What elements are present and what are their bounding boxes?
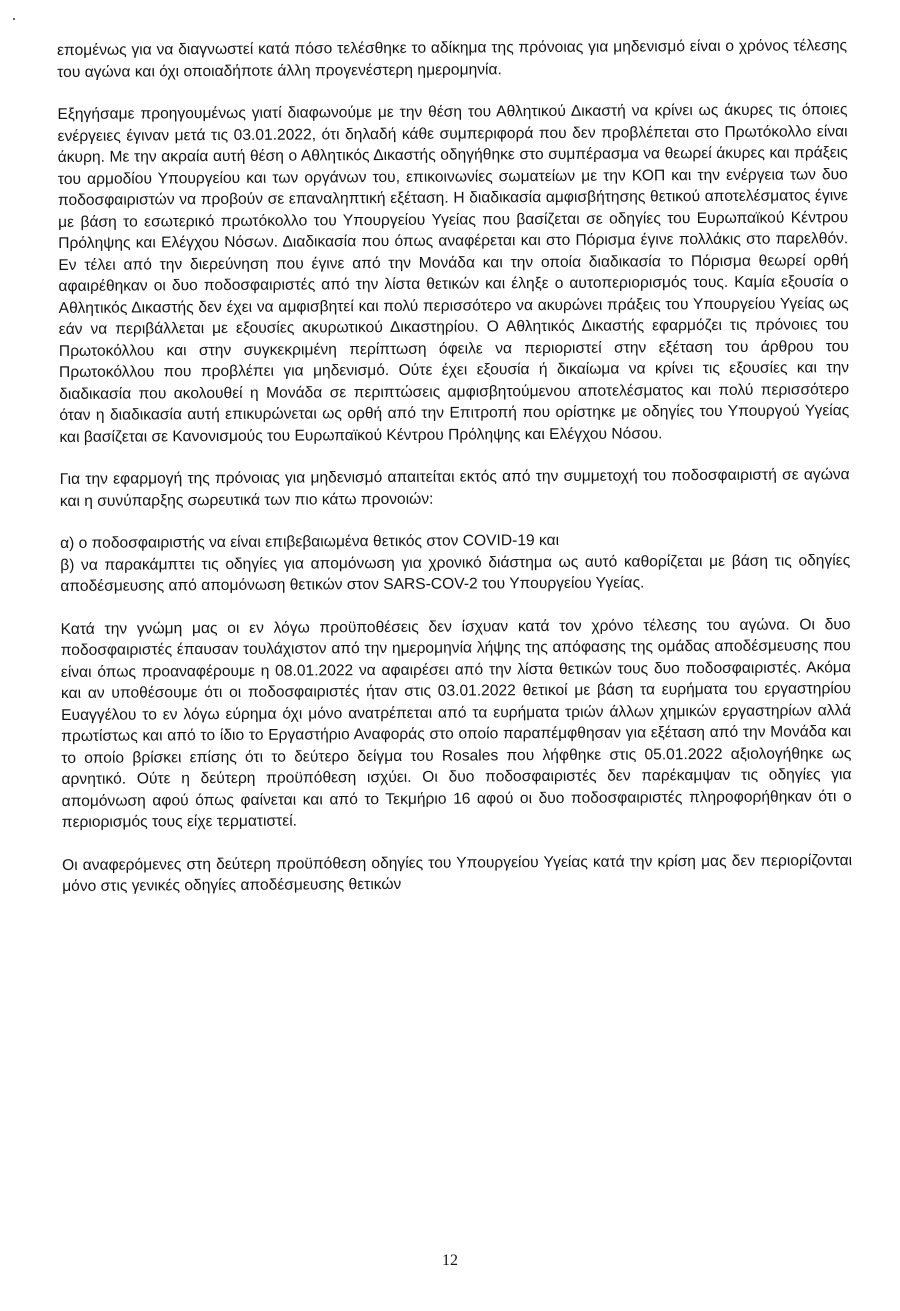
paragraph-5: Οι αναφερόμενες στη δεύτερη προϋπόθεση οδηγίες του Υπουργείου Υγείας κατά την κρίση μας δεν περιορίζονται μόνο στις γενικές οδηγίες αποδέσμευσης θετικών bbox=[61, 851, 853, 895]
document-body bbox=[57, 35, 852, 918]
scan-speck bbox=[13, 18, 15, 20]
list-item-a: α) ο ποδοσφαιριστής να είναι επιβεβαιωμένα θετικός στον COVID-19 και bbox=[60, 531, 560, 552]
paragraph-4: Κατά την γνώμη μας οι εν λόγω προϋποθέσεις δεν ίσχυαν κατά τον χρόνο τέλεσης του αγώνα. Οι δυο ποδοσφαιριστές έπαυσαν τουλάχιστον από την ημερομηνία λήψης της απόφασης της ομάδας αποδέσμευσης που είναι όπως προαναφέρουμε η 08.01.2022 να αφαιρέσει από την λίστα θετικών τους δυο ποδοσφαιριστές. Ακόμα και αν υποθέσουμε ότι οι ποδοσφαιριστές ήταν στις 03.01.2022 θετικοί με βάση τα ευρήματα του εργαστηρίου Ευαγγέλου το εν λόγω εύρημα όχι μόνο ανατρέπεται από τα ευρήματα τριών άλλων χημικών εργαστηρίων αλλά πρωτίστως και από το ίδιο το Εργαστήριο Αναφοράς στο οποίο παραπέμφθησαν για εξέταση από την Μονάδα και το οποίο βρίσκει επίσης ότι το δεύτερο δείγμα του Rosales που λήφθηκε στις 05.01.2022 αξιολογήθηκε ως αρνητικό. Ούτε η δεύτερη προϋπόθεση ισχύει. Οι δυο ποδοσφαιριστές δεν παρέκαμψαν τις οδηγίες για απομόνωση αφού όπως φαίνεται και από το Τεκμήριο 16 αφού οι δυο ποδοσφαιριστές πληροφορήθηκαν ότι ο περιορισμός τους είχε τερματιστεί. bbox=[60, 615, 852, 831]
list-item-b: β) να παρακάμπτει τις οδηγίες για απομόνωση για χρονικό διάστημα ως αυτό καθορίζεται με βάση τις οδηγίες αποδέσμευσης από απομόνωση θετικών στον SARS-COV-2 του Υπουργείου Υγείας. bbox=[60, 551, 851, 595]
paragraph-1: επομένως για να διαγνωστεί κατά πόσο τελέσθηκε το αδίκημα της πρόνοιας για μηδενισμό είναι ο χρόνος τέλεσης του αγώνα και όχι οποιαδήποτε άλλη προγενέστερη ημερομηνία. bbox=[57, 37, 848, 81]
paragraph-3: Για την εφαρμογή της πρόνοιας για μηδενισμό απαιτείται εκτός από την συμμετοχή του ποδοσφαιριστή σε αγώνα και η συνύπαρξης σωρευτικά των πιο κάτω προνοιών: bbox=[59, 466, 850, 510]
paragraph-2: Εξηγήσαμε προηγουμένως γιατί διαφωνούμε με την θέση του Αθλητικού Δικαστή να κρίνει ως άκυρες τις όποιες ενέργειες έγιναν μετά τις 03.01.2022, ότι δηλαδή κάθε συμπεριφορά που δεν προβλέπεται στο Πρωτόκολλο είναι άκυρη. Με την ακραία αυτή θέση ο Αθλητικός Δικαστής οδηγήθηκε στο συμπέρασμα να θεωρεί άκυρες και πράξεις του αρμοδίου Υπουργείου και των οργάνων του, επικοινωνίες σωματείων με την ΚΟΠ και την ενέργεια των δυο ποδοσφαιριστών να προβούν σε επαναληπτική εξέταση. Η διαδικασία αμφισβήτησης θετικού αποτελέσματος έγινε με βάση το εσωτερικό πρωτόκολλο του Υπουργείου Υγείας που βασίζεται σε οδηγίες του Ευρωπαϊκού Κέντρου Πρόληψης και Ελέγχου Νόσων. Διαδικασία που όπως αναφέρεται και στο Πόρισμα έγινε πολλάκις στο παρελθόν. Εν τέλει από την διερεύνηση που έγινε από την Μονάδα και την οποία διαδικασία το Πόρισμα θεωρεί ορθή αφαιρέθηκαν οι δυο ποδοσφαιριστές από την λίστα θετικών και έληξε ο αυτοπεριορισμός τους. Καμία εξουσία ο Αθλητικός Δικαστής δεν έχει να αμφισβητεί και πολύ περισσότερο να ακυρώνει πράξεις του Υπουργείου Υγείας ως εάν να περιβάλλεται με εξουσίες ακυρωτικού Δικαστηρίου. Ο Αθλητικός Δικαστής εφαρμόζει τις πρόνοιες του Πρωτοκόλλου και στην συγκεκριμένη περίπτωση όφειλε να περιοριστεί στην εξέταση του άρθρου του Πρωτοκόλλου που προβλέπει για μηδενισμό. Ούτε έχει εξουσία ή δικαίωμα να κρίνει τις εξουσίες και την διαδικασία που ακολουθεί η Μονάδα σε περιπτώσεις αμφισβητούμενου αποτελέσματος και πολύ περισσότερο όταν η διαδικασία αυτή επικυρώνεται ως ορθή από την Επιτροπή που ορίστηκε με οδηγίες του Υπουργού Υγείας και βασίζεται σε Κανονισμούς του Ευρωπαϊκού Κέντρου Πρόληψης και Ελέγχου Νόσου. bbox=[57, 101, 850, 446]
page-number: 12 bbox=[442, 1252, 458, 1269]
